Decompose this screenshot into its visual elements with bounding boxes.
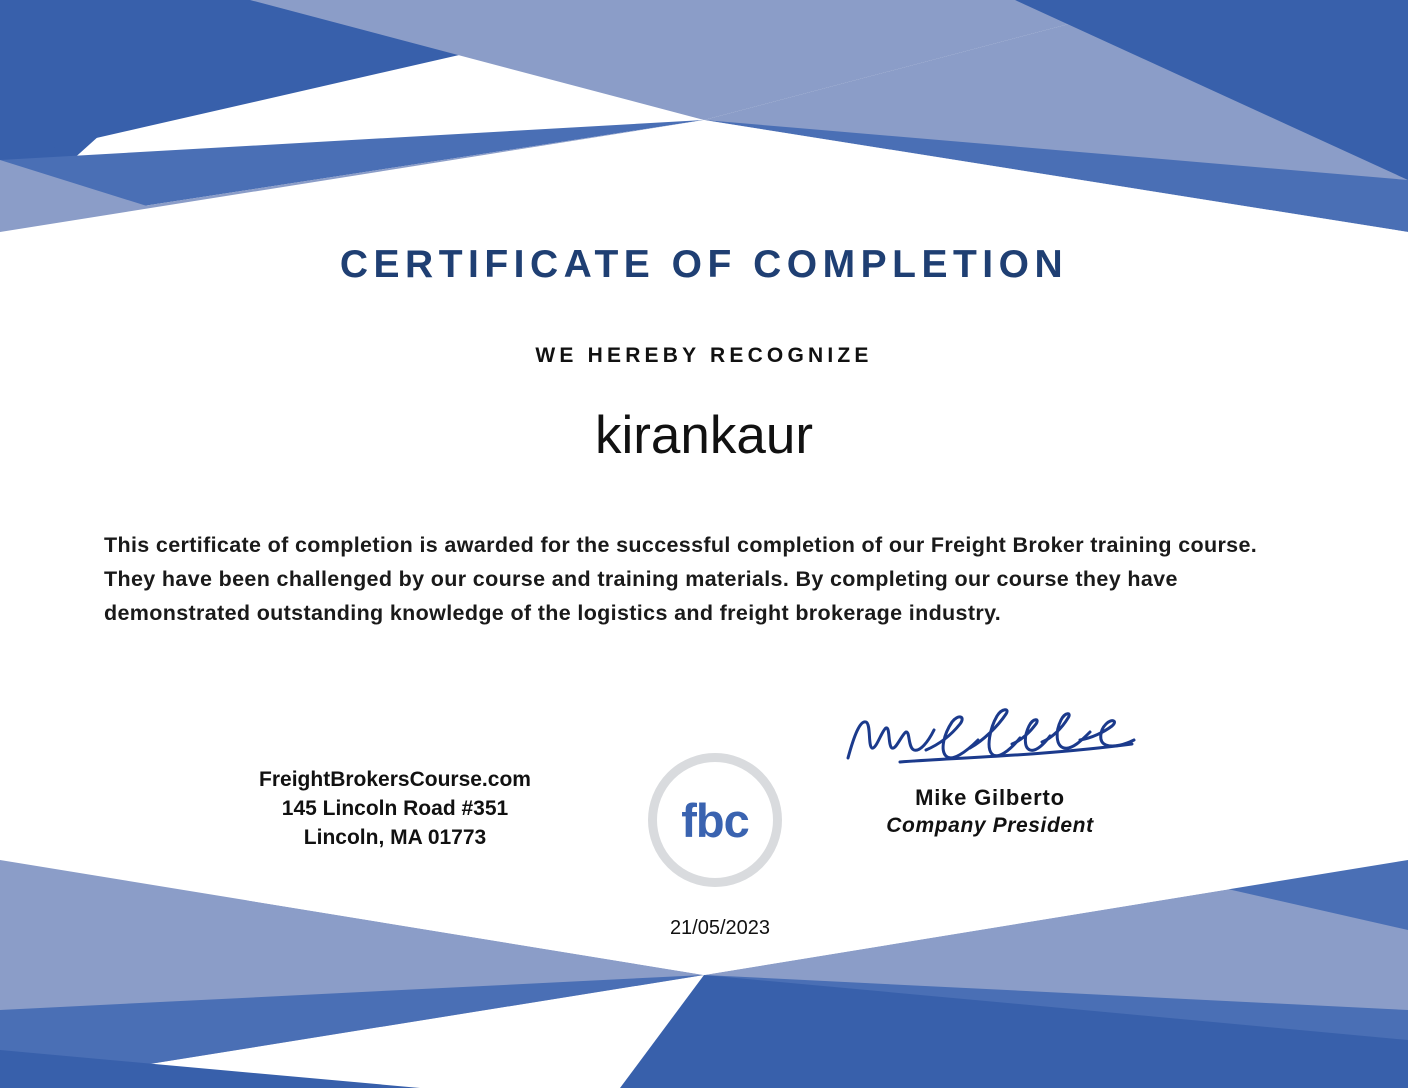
signer-title: Company President xyxy=(886,814,1094,837)
page-title: CERTIFICATE OF COMPLETION xyxy=(339,243,1069,286)
issue-date: 21/05/2023 xyxy=(669,917,771,939)
certificate-body-text: This certificate of completion is awarded for the successful completion of our Freight Broker training course. They have been challenged by our course and training materials. By completing our course they have demonstrated outstanding knowledge of the logistics and freight brokerage industry. xyxy=(104,533,1258,625)
recipient-name: kirankaur xyxy=(595,406,813,465)
issuer-address-line2: Lincoln, MA 01773 xyxy=(303,826,487,849)
signer-name: Mike Gilberto xyxy=(915,785,1065,810)
logo-text: fbc xyxy=(681,793,749,847)
signature-icon xyxy=(840,700,1140,775)
issuer-address xyxy=(145,765,645,852)
issuer-website: FreightBrokersCourse.com xyxy=(259,768,531,791)
recognition-subtitle: WE HEREBY RECOGNIZE xyxy=(535,344,873,367)
fbc-logo xyxy=(648,753,782,887)
issuer-address-line1: 145 Lincoln Road #351 xyxy=(281,797,509,820)
